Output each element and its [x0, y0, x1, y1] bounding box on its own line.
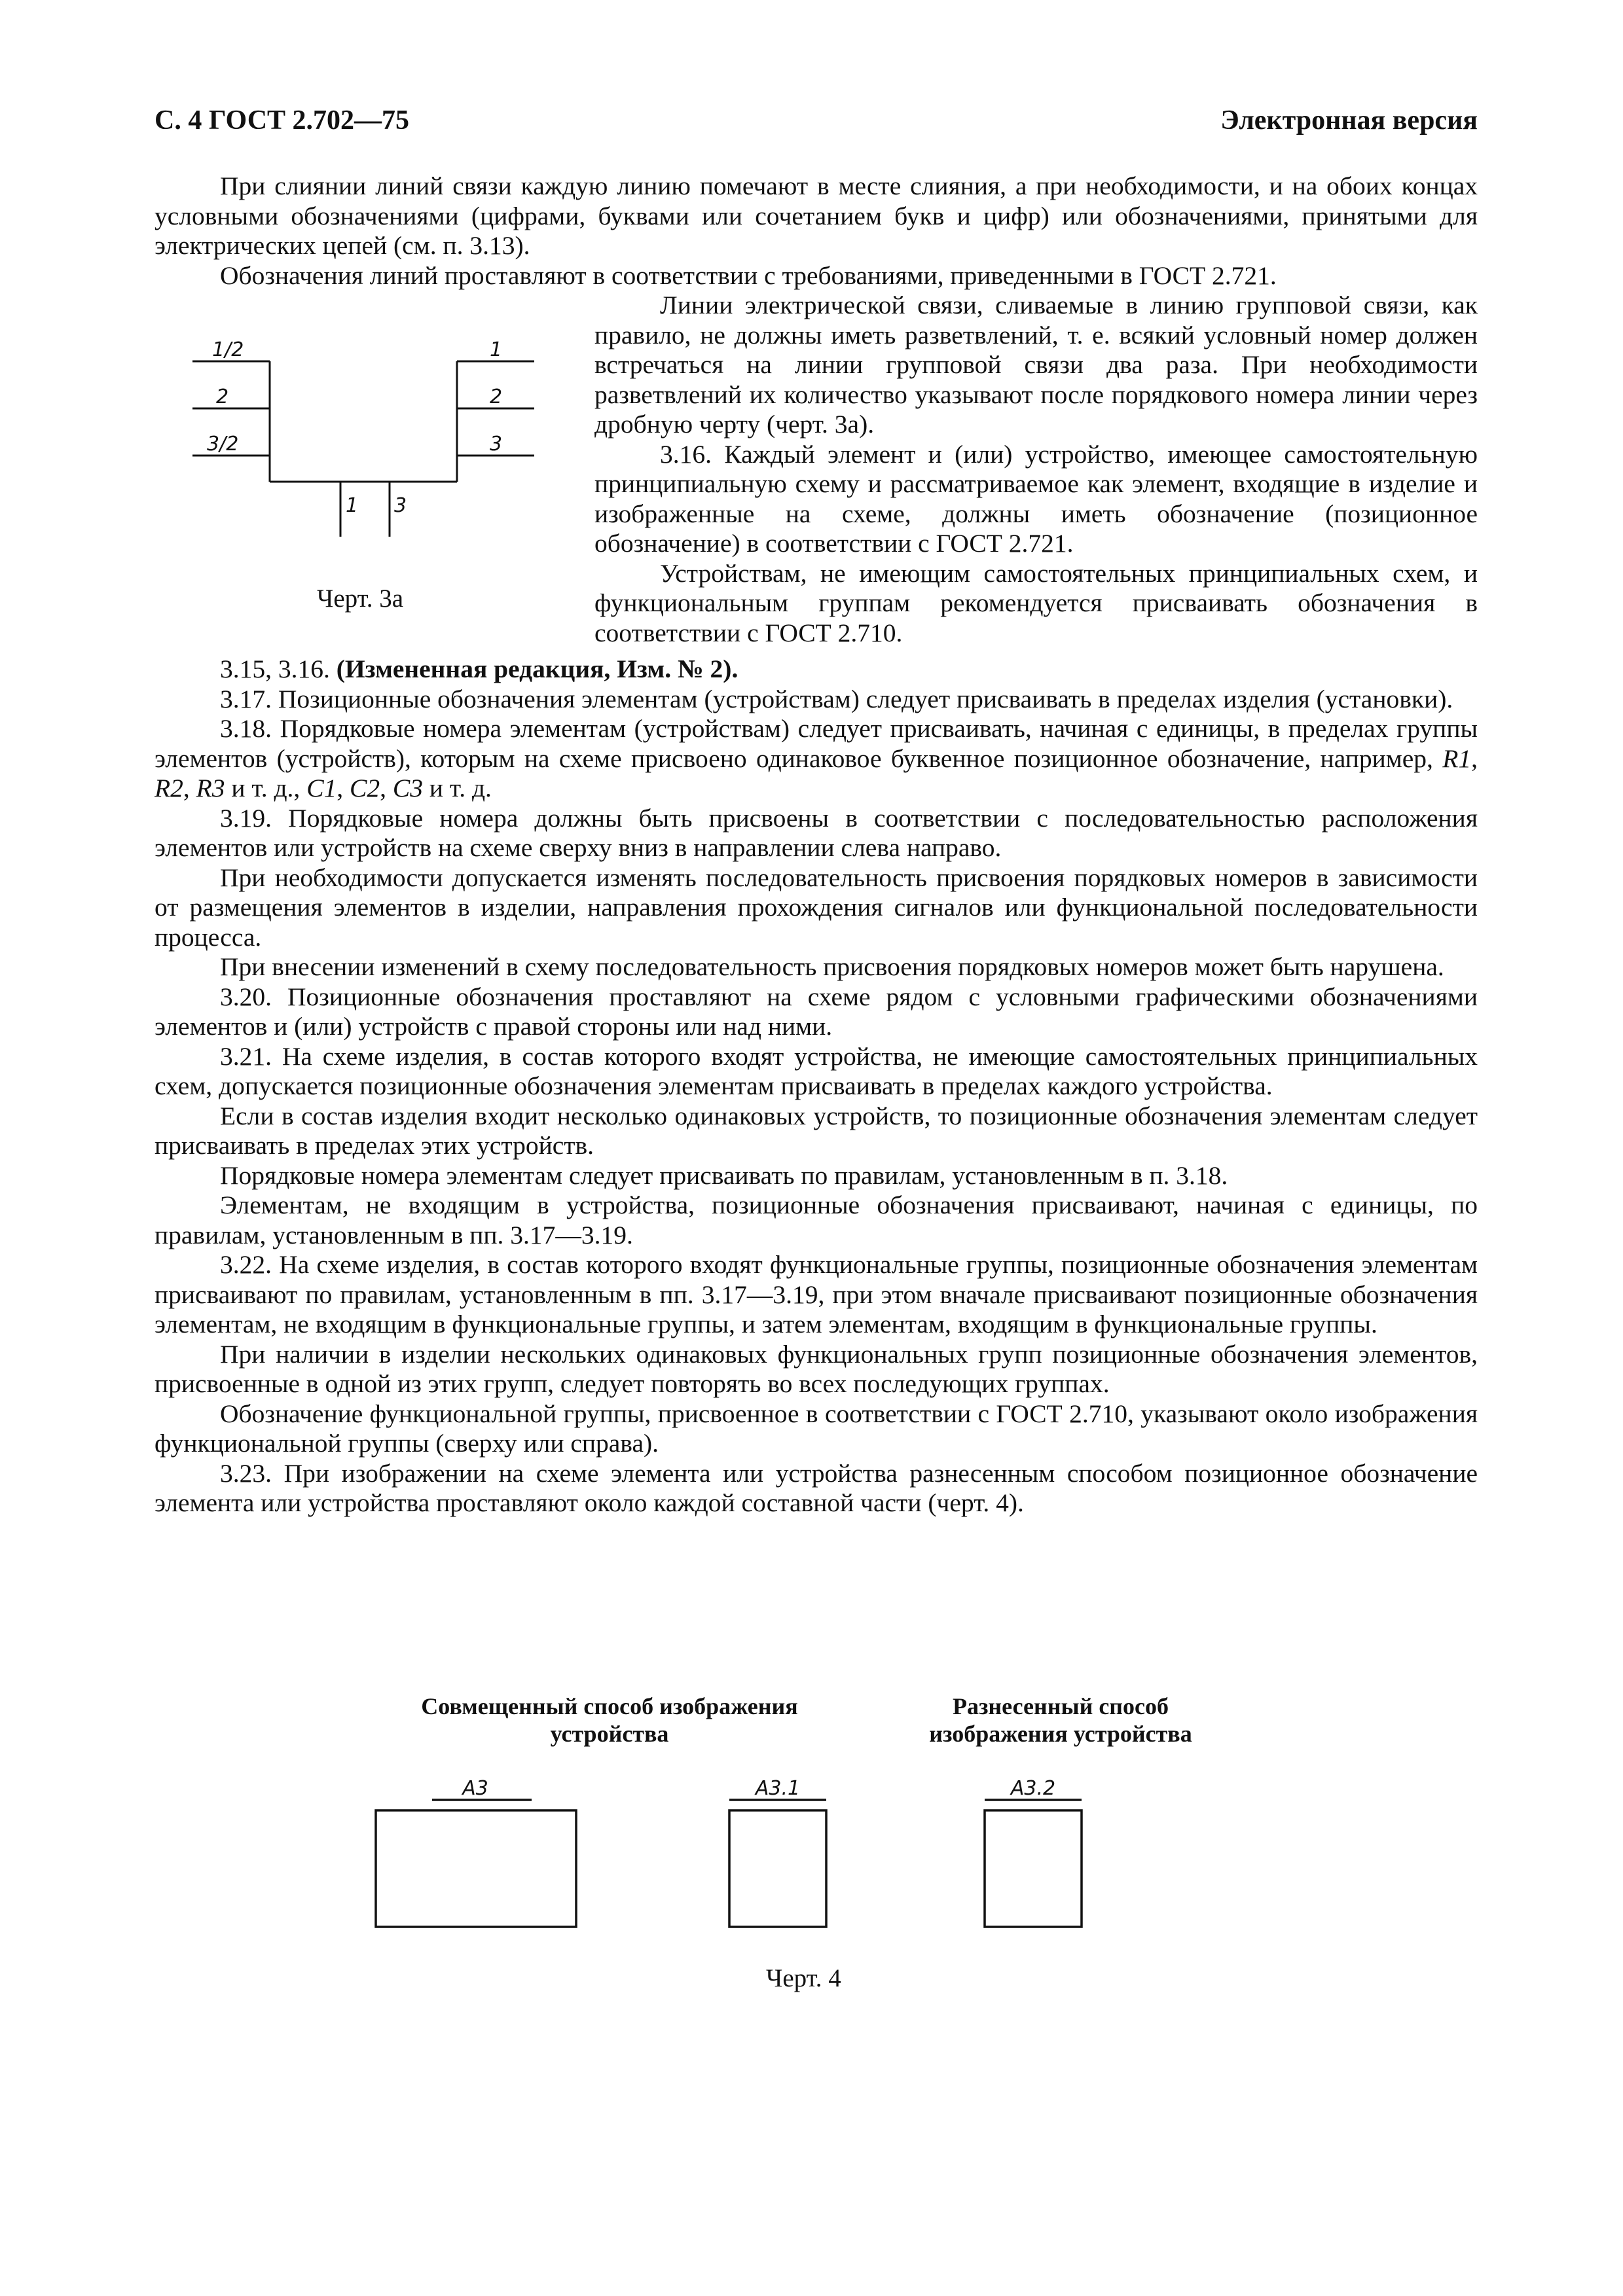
paragraph-3-21: 3.21. На схеме изделия, в состав которого входят устройства, не имеющие самостоятельных принципиальных схем, допускается позиционные обозначения элементам присваивать в пределах каждого устройства. — [155, 1041, 1478, 1100]
fig4-title-combined-line1: Совмещенный способ изображения — [421, 1693, 798, 1719]
label-a3-2: А3.2 — [1010, 1777, 1056, 1800]
paragraph-order-change: При необходимости допускается изменять последовательность присвоения порядковых номеров в зависимости от размещения элементов в изделии, направления прохождения сигналов или функциональной последовательности процесса. — [155, 863, 1478, 952]
label-a3-1: А3.1 — [755, 1777, 801, 1800]
fig3a-right-label: 3 — [490, 433, 503, 456]
figure-3a-diagram — [183, 327, 550, 556]
amendment-prefix: 3.15, 3.16. — [220, 655, 337, 683]
paragraph-elements-outside: Элементам, не входящим в устройства, позиционные обозначения присваивают, начиная с единицы, по правилам, установленным в пп. 3.17—3.19. — [155, 1191, 1478, 1249]
device-a3-2-box — [985, 1810, 1082, 1927]
fig3a-bottom-label: 1 — [346, 494, 359, 517]
amendment-note — [155, 655, 1478, 685]
paragraph-group-designation: Обозначение функциональной группы, присвоенное в соответствии с ГОСТ 2.710, указывают около изображения функциональной группы (сверху или справа). — [155, 1399, 1478, 1458]
p318-r2: R2 — [155, 774, 183, 802]
page-header-left: С. 4 ГОСТ 2.702—75 — [155, 105, 410, 135]
figure-4-diagram — [367, 1767, 1113, 1937]
page-header-right: Электронная версия — [1220, 105, 1478, 135]
paragraph-ordinal-rules: Порядковые номера элементам следует присваивать по правилам, установленным в п. 3.18. — [220, 1160, 1228, 1190]
paragraph-devices-designations: Устройствам, не имеющим самостоятельных принципиальных схем, и функциональным группам рекомендуется присваивать обозначения в соответствии с ГОСТ 2.710. — [594, 558, 1478, 647]
main-text-block — [155, 655, 1478, 1518]
paragraph-3-20: 3.20. Позиционные обозначения проставляют на схеме рядом с условными графическими обозначениями элементов и (или) устройств с правой стороны или над ними. — [155, 982, 1478, 1041]
paragraph-3-18: 3.18. Порядковые номера элементам (устройствам) следует присваивать, начиная с единицы, в пределах группы элементов (устройств), которым на схеме присвоено одинаковое буквенное позиционное обозначение, например, R1, R2, R3 и т. д., C1, C2, C3 и т. д. — [155, 714, 1478, 802]
fig3a-left-label: 2 — [216, 386, 229, 408]
paragraph-3-23: 3.23. При изображении на схеме элемента или устройства разнесенным способом позиционное обозначение элемента или устройства проставляют около каждой составной части (черт. 4). — [155, 1458, 1478, 1517]
fig3a-left-label: 1/2 — [212, 338, 244, 361]
p318-c2: C2 — [350, 774, 380, 802]
paragraph-order-broken: При внесении изменений в схему последовательность присвоения порядковых номеров может быть нарушена. — [220, 952, 1444, 981]
fig3a-right-label: 1 — [490, 338, 503, 361]
device-a3-box — [376, 1810, 576, 1927]
device-a3-1-box — [729, 1810, 826, 1927]
fig4-title-combined-line2: устройства — [550, 1721, 669, 1747]
fig3a-right-label: 2 — [490, 386, 503, 408]
paragraph-identical-devices: Если в состав изделия входит несколько одинаковых устройств, то позиционные обозначения элементам следует присваивать в пределах этих устройств. — [155, 1101, 1478, 1160]
p318-c1: C1 — [306, 774, 337, 802]
p318-r1: R1 — [1442, 744, 1472, 773]
paragraph-3-19: 3.19. Порядковые номера должны быть присвоены в соответствии с последовательностью расположения элементов или устройств на схеме сверху вниз в направлении слева направо. — [155, 803, 1478, 862]
label-a3: А3 — [462, 1777, 488, 1800]
amendment-bold: (Измененная редакция, Изм. № 2). — [336, 655, 739, 683]
fig3a-left-label: 3/2 — [207, 433, 239, 456]
paragraph-merging-lines: При слиянии линий связи каждую линию помечают в месте слияния, а при необходимости, и на обоих концах условными обозначениями (цифрами, буквами или сочетанием букв и цифр) или обозначениями, принятыми для электрических цепей (см. п. 3.13). — [155, 171, 1478, 260]
paragraph-3-17: 3.17. Позиционные обозначения элементам (устройствам) следует присваивать в пределах изделия (установки). — [220, 684, 1453, 713]
paragraph-group-lines: Линии электрической связи, сливаемые в линию групповой связи, как правило, не должны иметь разветвлений, т. е. всякий условный номер должен встречаться на линии групповой связи два раза. При необходимости разветвлений их количество указывают после порядкового номера линии через дробную черту (черт. 3а). — [594, 291, 1478, 439]
fig4-title-separated — [884, 1693, 1237, 1748]
figure-3a-caption: Черт. 3а — [317, 584, 404, 613]
paragraph-identical-groups: При наличии в изделии нескольких одинаковых функциональных групп позиционные обозначения элементов, присвоенные в одной из этих групп, следует повторять во всех последующих группах. — [155, 1339, 1478, 1398]
p318-end: и т. д. — [423, 774, 492, 802]
p318-mid: и т. д., — [225, 774, 307, 802]
fig3a-bottom-label: 3 — [394, 494, 407, 517]
figure-4-caption: Черт. 4 — [766, 1964, 841, 1992]
top-text-block — [155, 171, 1478, 291]
paragraph-3-22: 3.22. На схеме изделия, в состав которого входят функциональные группы, позиционные обозначения элементам присваивают по правилам, установленным в пп. 3.17—3.19, при этом вначале присваивают позиционные обозначения элементам, не входящим в функциональные группы, и затем элементам, входящим в функциональные группы. — [155, 1250, 1478, 1338]
paragraph-3-16: 3.16. Каждый элемент и (или) устройство, имеющее самостоятельную принципиальную схему и рассматриваемое как элемент, входящие в изделие и изображенные на схеме, должны иметь обозначение (позиционное обозначение) в соответствии с ГОСТ 2.721. — [594, 439, 1478, 558]
fig4-title-separated-line1: Разнесенный способ — [952, 1693, 1169, 1719]
fig4-title-separated-line2: изображения устройства — [929, 1721, 1192, 1747]
p318-start: 3.18. Порядковые номера элементам (устройствам) следует присваивать, начиная с единицы, в пределах группы элементов (устройств), которым на схеме присвоено одинаковое буквенное позиционное обозначение, например, — [155, 714, 1478, 773]
p318-r3: R3 — [196, 774, 225, 802]
paragraph-line-designations: Обозначения линий проставляют в соответствии с требованиями, приведенными в ГОСТ 2.721. — [220, 260, 1277, 290]
wrap-text-block — [594, 291, 1478, 648]
p318-c3: C3 — [392, 774, 424, 802]
fig4-title-combined — [371, 1693, 848, 1748]
